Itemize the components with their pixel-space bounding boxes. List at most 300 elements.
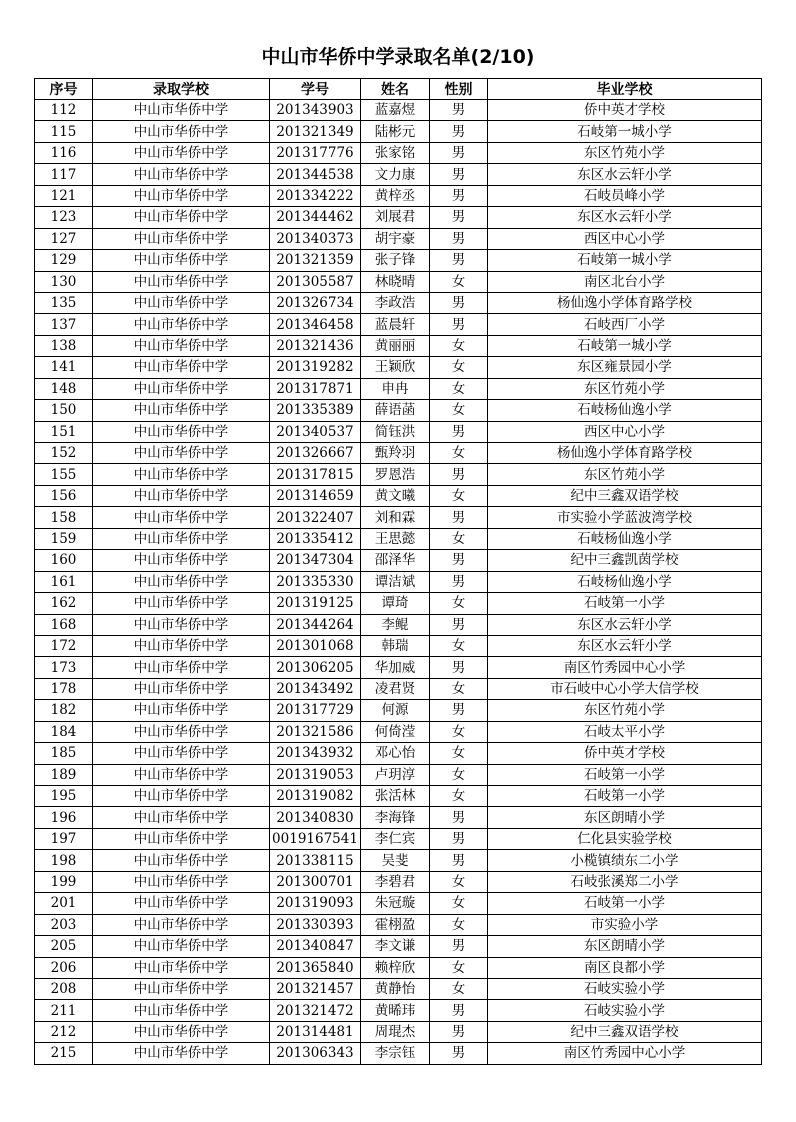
header-graduated-school: 毕业学校 bbox=[488, 79, 762, 100]
cell-serial-number: 215 bbox=[35, 1043, 93, 1064]
table-row bbox=[35, 100, 762, 121]
cell-graduated-school: 侨中英才学校 bbox=[488, 100, 762, 121]
header-gender: 性别 bbox=[430, 79, 488, 100]
cell-admitted-school: 中山市华侨中学 bbox=[93, 657, 270, 678]
cell-graduated-school: 杨仙逸小学体育路学校 bbox=[488, 443, 762, 464]
cell-admitted-school: 中山市华侨中学 bbox=[93, 721, 270, 742]
cell-gender: 男 bbox=[430, 507, 488, 528]
cell-graduated-school: 纪中三鑫双语学校 bbox=[488, 485, 762, 506]
admission-list-table bbox=[34, 78, 762, 1065]
cell-serial-number: 182 bbox=[35, 700, 93, 721]
cell-student-id: 201346458 bbox=[270, 314, 361, 335]
cell-name: 李政浩 bbox=[361, 292, 430, 313]
cell-gender: 男 bbox=[430, 421, 488, 442]
cell-graduated-school: 石岐第一小学 bbox=[488, 764, 762, 785]
table-row bbox=[35, 121, 762, 142]
cell-graduated-school: 石岐实验小学 bbox=[488, 978, 762, 999]
cell-student-id: 201319053 bbox=[270, 764, 361, 785]
cell-serial-number: 123 bbox=[35, 207, 93, 228]
cell-admitted-school: 中山市华侨中学 bbox=[93, 357, 270, 378]
cell-student-id: 201319282 bbox=[270, 357, 361, 378]
cell-gender: 男 bbox=[430, 936, 488, 957]
cell-serial-number: 155 bbox=[35, 464, 93, 485]
cell-name: 蓝嘉煜 bbox=[361, 100, 430, 121]
cell-serial-number: 141 bbox=[35, 357, 93, 378]
table-row bbox=[35, 700, 762, 721]
cell-graduated-school: 石岐张溪郑二小学 bbox=[488, 871, 762, 892]
cell-name: 卢玥淳 bbox=[361, 764, 430, 785]
cell-name: 张家铭 bbox=[361, 142, 430, 163]
cell-serial-number: 151 bbox=[35, 421, 93, 442]
cell-gender: 男 bbox=[430, 185, 488, 206]
cell-graduated-school: 石岐太平小学 bbox=[488, 721, 762, 742]
table-row bbox=[35, 593, 762, 614]
cell-graduated-school: 纪中三鑫凯茵学校 bbox=[488, 550, 762, 571]
cell-student-id: 201314481 bbox=[270, 1021, 361, 1042]
cell-admitted-school: 中山市华侨中学 bbox=[93, 957, 270, 978]
cell-serial-number: 208 bbox=[35, 978, 93, 999]
cell-serial-number: 201 bbox=[35, 893, 93, 914]
table-row bbox=[35, 957, 762, 978]
cell-student-id: 201321586 bbox=[270, 721, 361, 742]
cell-name: 朱冠璇 bbox=[361, 893, 430, 914]
cell-serial-number: 135 bbox=[35, 292, 93, 313]
cell-graduated-school: 石岐杨仙逸小学 bbox=[488, 571, 762, 592]
table-row bbox=[35, 936, 762, 957]
cell-student-id: 201317871 bbox=[270, 378, 361, 399]
cell-admitted-school: 中山市华侨中学 bbox=[93, 635, 270, 656]
table-row bbox=[35, 142, 762, 163]
table-row bbox=[35, 1043, 762, 1064]
cell-gender: 女 bbox=[430, 678, 488, 699]
cell-admitted-school: 中山市华侨中学 bbox=[93, 936, 270, 957]
cell-name: 王思懿 bbox=[361, 528, 430, 549]
cell-serial-number: 199 bbox=[35, 871, 93, 892]
table-row bbox=[35, 443, 762, 464]
cell-name: 文力康 bbox=[361, 164, 430, 185]
table-row bbox=[35, 850, 762, 871]
cell-graduated-school: 东区竹苑小学 bbox=[488, 378, 762, 399]
cell-name: 谭洁斌 bbox=[361, 571, 430, 592]
cell-gender: 女 bbox=[430, 593, 488, 614]
table-row bbox=[35, 678, 762, 699]
cell-admitted-school: 中山市华侨中学 bbox=[93, 421, 270, 442]
cell-gender: 女 bbox=[430, 764, 488, 785]
cell-admitted-school: 中山市华侨中学 bbox=[93, 850, 270, 871]
cell-student-id: 201340830 bbox=[270, 807, 361, 828]
cell-name: 邓心怡 bbox=[361, 743, 430, 764]
table-row bbox=[35, 571, 762, 592]
cell-gender: 女 bbox=[430, 957, 488, 978]
table-row bbox=[35, 164, 762, 185]
cell-serial-number: 197 bbox=[35, 828, 93, 849]
cell-serial-number: 150 bbox=[35, 400, 93, 421]
cell-graduated-school: 石岐员峰小学 bbox=[488, 185, 762, 206]
cell-serial-number: 206 bbox=[35, 957, 93, 978]
cell-student-id: 0019167541 bbox=[270, 828, 361, 849]
cell-gender: 女 bbox=[430, 914, 488, 935]
cell-name: 张子锋 bbox=[361, 250, 430, 271]
cell-graduated-school: 石岐第一城小学 bbox=[488, 250, 762, 271]
table-row bbox=[35, 786, 762, 807]
cell-admitted-school: 中山市华侨中学 bbox=[93, 314, 270, 335]
table-row bbox=[35, 357, 762, 378]
cell-gender: 女 bbox=[430, 893, 488, 914]
cell-serial-number: 203 bbox=[35, 914, 93, 935]
cell-gender: 女 bbox=[430, 635, 488, 656]
cell-admitted-school: 中山市华侨中学 bbox=[93, 914, 270, 935]
cell-gender: 女 bbox=[430, 978, 488, 999]
table-row bbox=[35, 378, 762, 399]
table-row bbox=[35, 893, 762, 914]
table-row bbox=[35, 421, 762, 442]
table-row bbox=[35, 614, 762, 635]
cell-admitted-school: 中山市华侨中学 bbox=[93, 271, 270, 292]
cell-serial-number: 173 bbox=[35, 657, 93, 678]
cell-student-id: 201306205 bbox=[270, 657, 361, 678]
cell-gender: 男 bbox=[430, 657, 488, 678]
cell-admitted-school: 中山市华侨中学 bbox=[93, 1021, 270, 1042]
cell-graduated-school: 西区中心小学 bbox=[488, 421, 762, 442]
cell-gender: 女 bbox=[430, 721, 488, 742]
cell-gender: 男 bbox=[430, 1000, 488, 1021]
cell-graduated-school: 东区水云轩小学 bbox=[488, 207, 762, 228]
cell-student-id: 201319082 bbox=[270, 786, 361, 807]
cell-student-id: 201335330 bbox=[270, 571, 361, 592]
cell-admitted-school: 中山市华侨中学 bbox=[93, 142, 270, 163]
cell-admitted-school: 中山市华侨中学 bbox=[93, 807, 270, 828]
cell-gender: 女 bbox=[430, 378, 488, 399]
table-row bbox=[35, 743, 762, 764]
cell-admitted-school: 中山市华侨中学 bbox=[93, 678, 270, 699]
cell-name: 赖梓欣 bbox=[361, 957, 430, 978]
cell-name: 黄梓丞 bbox=[361, 185, 430, 206]
table-row bbox=[35, 871, 762, 892]
table-row bbox=[35, 507, 762, 528]
cell-admitted-school: 中山市华侨中学 bbox=[93, 100, 270, 121]
cell-name: 李碧君 bbox=[361, 871, 430, 892]
cell-student-id: 201301068 bbox=[270, 635, 361, 656]
cell-gender: 男 bbox=[430, 250, 488, 271]
cell-student-id: 201305587 bbox=[270, 271, 361, 292]
cell-admitted-school: 中山市华侨中学 bbox=[93, 443, 270, 464]
cell-admitted-school: 中山市华侨中学 bbox=[93, 292, 270, 313]
cell-gender: 男 bbox=[430, 850, 488, 871]
cell-student-id: 201317776 bbox=[270, 142, 361, 163]
cell-serial-number: 160 bbox=[35, 550, 93, 571]
table-row bbox=[35, 314, 762, 335]
cell-student-id: 201319125 bbox=[270, 593, 361, 614]
cell-gender: 男 bbox=[430, 142, 488, 163]
cell-admitted-school: 中山市华侨中学 bbox=[93, 743, 270, 764]
cell-student-id: 201321457 bbox=[270, 978, 361, 999]
table-row bbox=[35, 207, 762, 228]
cell-name: 薛语菡 bbox=[361, 400, 430, 421]
cell-graduated-school: 南区良都小学 bbox=[488, 957, 762, 978]
cell-name: 何源 bbox=[361, 700, 430, 721]
cell-name: 凌君贤 bbox=[361, 678, 430, 699]
cell-gender: 男 bbox=[430, 100, 488, 121]
cell-name: 周琨杰 bbox=[361, 1021, 430, 1042]
cell-serial-number: 137 bbox=[35, 314, 93, 335]
cell-name: 申冉 bbox=[361, 378, 430, 399]
table-row bbox=[35, 635, 762, 656]
cell-serial-number: 130 bbox=[35, 271, 93, 292]
cell-name: 华加威 bbox=[361, 657, 430, 678]
cell-student-id: 201317729 bbox=[270, 700, 361, 721]
cell-graduated-school: 东区水云轩小学 bbox=[488, 614, 762, 635]
cell-admitted-school: 中山市华侨中学 bbox=[93, 593, 270, 614]
cell-gender: 男 bbox=[430, 700, 488, 721]
cell-name: 陆彬元 bbox=[361, 121, 430, 142]
cell-serial-number: 117 bbox=[35, 164, 93, 185]
table-row bbox=[35, 400, 762, 421]
cell-serial-number: 116 bbox=[35, 142, 93, 163]
cell-student-id: 201300701 bbox=[270, 871, 361, 892]
cell-name: 罗恩浩 bbox=[361, 464, 430, 485]
cell-admitted-school: 中山市华侨中学 bbox=[93, 1043, 270, 1064]
cell-name: 黄丽丽 bbox=[361, 335, 430, 356]
cell-student-id: 201321472 bbox=[270, 1000, 361, 1021]
cell-serial-number: 127 bbox=[35, 228, 93, 249]
cell-name: 黄晞玮 bbox=[361, 1000, 430, 1021]
cell-graduated-school: 东区水云轩小学 bbox=[488, 635, 762, 656]
table-row bbox=[35, 250, 762, 271]
cell-admitted-school: 中山市华侨中学 bbox=[93, 571, 270, 592]
header-serial-number: 序号 bbox=[35, 79, 93, 100]
cell-student-id: 201343492 bbox=[270, 678, 361, 699]
cell-graduated-school: 东区雍景园小学 bbox=[488, 357, 762, 378]
table-header-row bbox=[35, 79, 762, 100]
cell-admitted-school: 中山市华侨中学 bbox=[93, 121, 270, 142]
cell-serial-number: 152 bbox=[35, 443, 93, 464]
cell-gender: 女 bbox=[430, 357, 488, 378]
cell-gender: 男 bbox=[430, 807, 488, 828]
cell-name: 邵泽华 bbox=[361, 550, 430, 571]
cell-graduated-school: 东区竹苑小学 bbox=[488, 700, 762, 721]
table-row bbox=[35, 807, 762, 828]
cell-graduated-school: 南区竹秀园中心小学 bbox=[488, 1043, 762, 1064]
cell-name: 李鲲 bbox=[361, 614, 430, 635]
cell-name: 蓝晨轩 bbox=[361, 314, 430, 335]
cell-admitted-school: 中山市华侨中学 bbox=[93, 485, 270, 506]
table-row bbox=[35, 1000, 762, 1021]
cell-gender: 女 bbox=[430, 871, 488, 892]
cell-student-id: 201344462 bbox=[270, 207, 361, 228]
cell-gender: 男 bbox=[430, 464, 488, 485]
page-title: 中山市华侨中学录取名单(2/10) bbox=[261, 46, 535, 68]
cell-name: 刘和霖 bbox=[361, 507, 430, 528]
cell-gender: 男 bbox=[430, 614, 488, 635]
cell-gender: 女 bbox=[430, 786, 488, 807]
cell-name: 王颖欣 bbox=[361, 357, 430, 378]
cell-student-id: 201319093 bbox=[270, 893, 361, 914]
cell-admitted-school: 中山市华侨中学 bbox=[93, 614, 270, 635]
table-row bbox=[35, 185, 762, 206]
cell-student-id: 201338115 bbox=[270, 850, 361, 871]
cell-graduated-school: 石岐第一小学 bbox=[488, 893, 762, 914]
cell-serial-number: 158 bbox=[35, 507, 93, 528]
cell-gender: 男 bbox=[430, 121, 488, 142]
cell-serial-number: 168 bbox=[35, 614, 93, 635]
cell-admitted-school: 中山市华侨中学 bbox=[93, 1000, 270, 1021]
cell-student-id: 201317815 bbox=[270, 464, 361, 485]
cell-graduated-school: 杨仙逸小学体育路学校 bbox=[488, 292, 762, 313]
cell-serial-number: 129 bbox=[35, 250, 93, 271]
cell-admitted-school: 中山市华侨中学 bbox=[93, 828, 270, 849]
cell-name: 简钰洪 bbox=[361, 421, 430, 442]
cell-name: 霍栩盈 bbox=[361, 914, 430, 935]
cell-admitted-school: 中山市华侨中学 bbox=[93, 871, 270, 892]
cell-name: 黄静怡 bbox=[361, 978, 430, 999]
cell-graduated-school: 市实验小学 bbox=[488, 914, 762, 935]
cell-admitted-school: 中山市华侨中学 bbox=[93, 400, 270, 421]
cell-name: 林晓晴 bbox=[361, 271, 430, 292]
cell-serial-number: 212 bbox=[35, 1021, 93, 1042]
cell-serial-number: 211 bbox=[35, 1000, 93, 1021]
cell-graduated-school: 西区中心小学 bbox=[488, 228, 762, 249]
cell-admitted-school: 中山市华侨中学 bbox=[93, 164, 270, 185]
cell-gender: 男 bbox=[430, 550, 488, 571]
header-name: 姓名 bbox=[361, 79, 430, 100]
cell-graduated-school: 东区朗晴小学 bbox=[488, 807, 762, 828]
cell-student-id: 201334222 bbox=[270, 185, 361, 206]
cell-admitted-school: 中山市华侨中学 bbox=[93, 528, 270, 549]
table-row bbox=[35, 485, 762, 506]
table-row bbox=[35, 228, 762, 249]
cell-student-id: 201343903 bbox=[270, 100, 361, 121]
cell-gender: 男 bbox=[430, 164, 488, 185]
cell-graduated-school: 侨中英才学校 bbox=[488, 743, 762, 764]
table-body bbox=[35, 100, 762, 1065]
cell-admitted-school: 中山市华侨中学 bbox=[93, 464, 270, 485]
cell-gender: 女 bbox=[430, 743, 488, 764]
cell-serial-number: 148 bbox=[35, 378, 93, 399]
cell-student-id: 201344264 bbox=[270, 614, 361, 635]
cell-name: 李文谦 bbox=[361, 936, 430, 957]
cell-admitted-school: 中山市华侨中学 bbox=[93, 978, 270, 999]
cell-student-id: 201306343 bbox=[270, 1043, 361, 1064]
cell-graduated-school: 石岐第一小学 bbox=[488, 786, 762, 807]
cell-gender: 女 bbox=[430, 528, 488, 549]
cell-gender: 女 bbox=[430, 271, 488, 292]
cell-graduated-school: 东区竹苑小学 bbox=[488, 464, 762, 485]
table-row bbox=[35, 464, 762, 485]
cell-gender: 男 bbox=[430, 314, 488, 335]
header-admitted-school: 录取学校 bbox=[93, 79, 270, 100]
cell-name: 张活林 bbox=[361, 786, 430, 807]
table-row bbox=[35, 978, 762, 999]
header-student-id: 学号 bbox=[270, 79, 361, 100]
cell-serial-number: 205 bbox=[35, 936, 93, 957]
cell-serial-number: 172 bbox=[35, 635, 93, 656]
cell-gender: 男 bbox=[430, 571, 488, 592]
cell-name: 李宗钰 bbox=[361, 1043, 430, 1064]
cell-gender: 女 bbox=[430, 443, 488, 464]
cell-serial-number: 196 bbox=[35, 807, 93, 828]
cell-student-id: 201340537 bbox=[270, 421, 361, 442]
cell-admitted-school: 中山市华侨中学 bbox=[93, 893, 270, 914]
cell-serial-number: 162 bbox=[35, 593, 93, 614]
table-row bbox=[35, 528, 762, 549]
cell-graduated-school: 小榄镇绩东二小学 bbox=[488, 850, 762, 871]
cell-gender: 男 bbox=[430, 228, 488, 249]
cell-graduated-school: 石岐实验小学 bbox=[488, 1000, 762, 1021]
cell-admitted-school: 中山市华侨中学 bbox=[93, 335, 270, 356]
table-row bbox=[35, 914, 762, 935]
table-row bbox=[35, 335, 762, 356]
cell-name: 刘展君 bbox=[361, 207, 430, 228]
cell-serial-number: 112 bbox=[35, 100, 93, 121]
table-row bbox=[35, 1021, 762, 1042]
cell-name: 李海锋 bbox=[361, 807, 430, 828]
cell-gender: 男 bbox=[430, 207, 488, 228]
cell-name: 韩瑞 bbox=[361, 635, 430, 656]
cell-name: 胡宇豪 bbox=[361, 228, 430, 249]
cell-student-id: 201321349 bbox=[270, 121, 361, 142]
cell-name: 甄羚羽 bbox=[361, 443, 430, 464]
cell-admitted-school: 中山市华侨中学 bbox=[93, 250, 270, 271]
cell-serial-number: 156 bbox=[35, 485, 93, 506]
cell-gender: 男 bbox=[430, 828, 488, 849]
cell-name: 何倚滢 bbox=[361, 721, 430, 742]
cell-gender: 女 bbox=[430, 485, 488, 506]
cell-student-id: 201330393 bbox=[270, 914, 361, 935]
cell-gender: 女 bbox=[430, 400, 488, 421]
table-row bbox=[35, 657, 762, 678]
cell-name: 谭琦 bbox=[361, 593, 430, 614]
cell-graduated-school: 东区竹苑小学 bbox=[488, 142, 762, 163]
cell-name: 黄文曦 bbox=[361, 485, 430, 506]
cell-serial-number: 184 bbox=[35, 721, 93, 742]
cell-serial-number: 159 bbox=[35, 528, 93, 549]
cell-student-id: 201347304 bbox=[270, 550, 361, 571]
cell-serial-number: 115 bbox=[35, 121, 93, 142]
table-row bbox=[35, 764, 762, 785]
cell-admitted-school: 中山市华侨中学 bbox=[93, 700, 270, 721]
cell-gender: 男 bbox=[430, 1043, 488, 1064]
cell-graduated-school: 东区水云轩小学 bbox=[488, 164, 762, 185]
table-row bbox=[35, 721, 762, 742]
cell-serial-number: 138 bbox=[35, 335, 93, 356]
cell-gender: 男 bbox=[430, 1021, 488, 1042]
cell-student-id: 201340847 bbox=[270, 936, 361, 957]
cell-graduated-school: 东区朗晴小学 bbox=[488, 936, 762, 957]
cell-admitted-school: 中山市华侨中学 bbox=[93, 207, 270, 228]
cell-serial-number: 195 bbox=[35, 786, 93, 807]
cell-serial-number: 189 bbox=[35, 764, 93, 785]
cell-student-id: 201335412 bbox=[270, 528, 361, 549]
cell-graduated-school: 石岐杨仙逸小学 bbox=[488, 528, 762, 549]
cell-graduated-school: 南区竹秀园中心小学 bbox=[488, 657, 762, 678]
cell-graduated-school: 南区北台小学 bbox=[488, 271, 762, 292]
cell-student-id: 201344538 bbox=[270, 164, 361, 185]
cell-serial-number: 198 bbox=[35, 850, 93, 871]
cell-admitted-school: 中山市华侨中学 bbox=[93, 786, 270, 807]
cell-admitted-school: 中山市华侨中学 bbox=[93, 228, 270, 249]
cell-serial-number: 161 bbox=[35, 571, 93, 592]
cell-graduated-school: 市实验小学蓝波湾学校 bbox=[488, 507, 762, 528]
cell-serial-number: 121 bbox=[35, 185, 93, 206]
cell-student-id: 201321436 bbox=[270, 335, 361, 356]
cell-graduated-school: 石岐第一小学 bbox=[488, 593, 762, 614]
cell-graduated-school: 石岐杨仙逸小学 bbox=[488, 400, 762, 421]
cell-student-id: 201343932 bbox=[270, 743, 361, 764]
cell-student-id: 201321359 bbox=[270, 250, 361, 271]
cell-student-id: 201326734 bbox=[270, 292, 361, 313]
cell-graduated-school: 仁化县实验学校 bbox=[488, 828, 762, 849]
table-row bbox=[35, 271, 762, 292]
